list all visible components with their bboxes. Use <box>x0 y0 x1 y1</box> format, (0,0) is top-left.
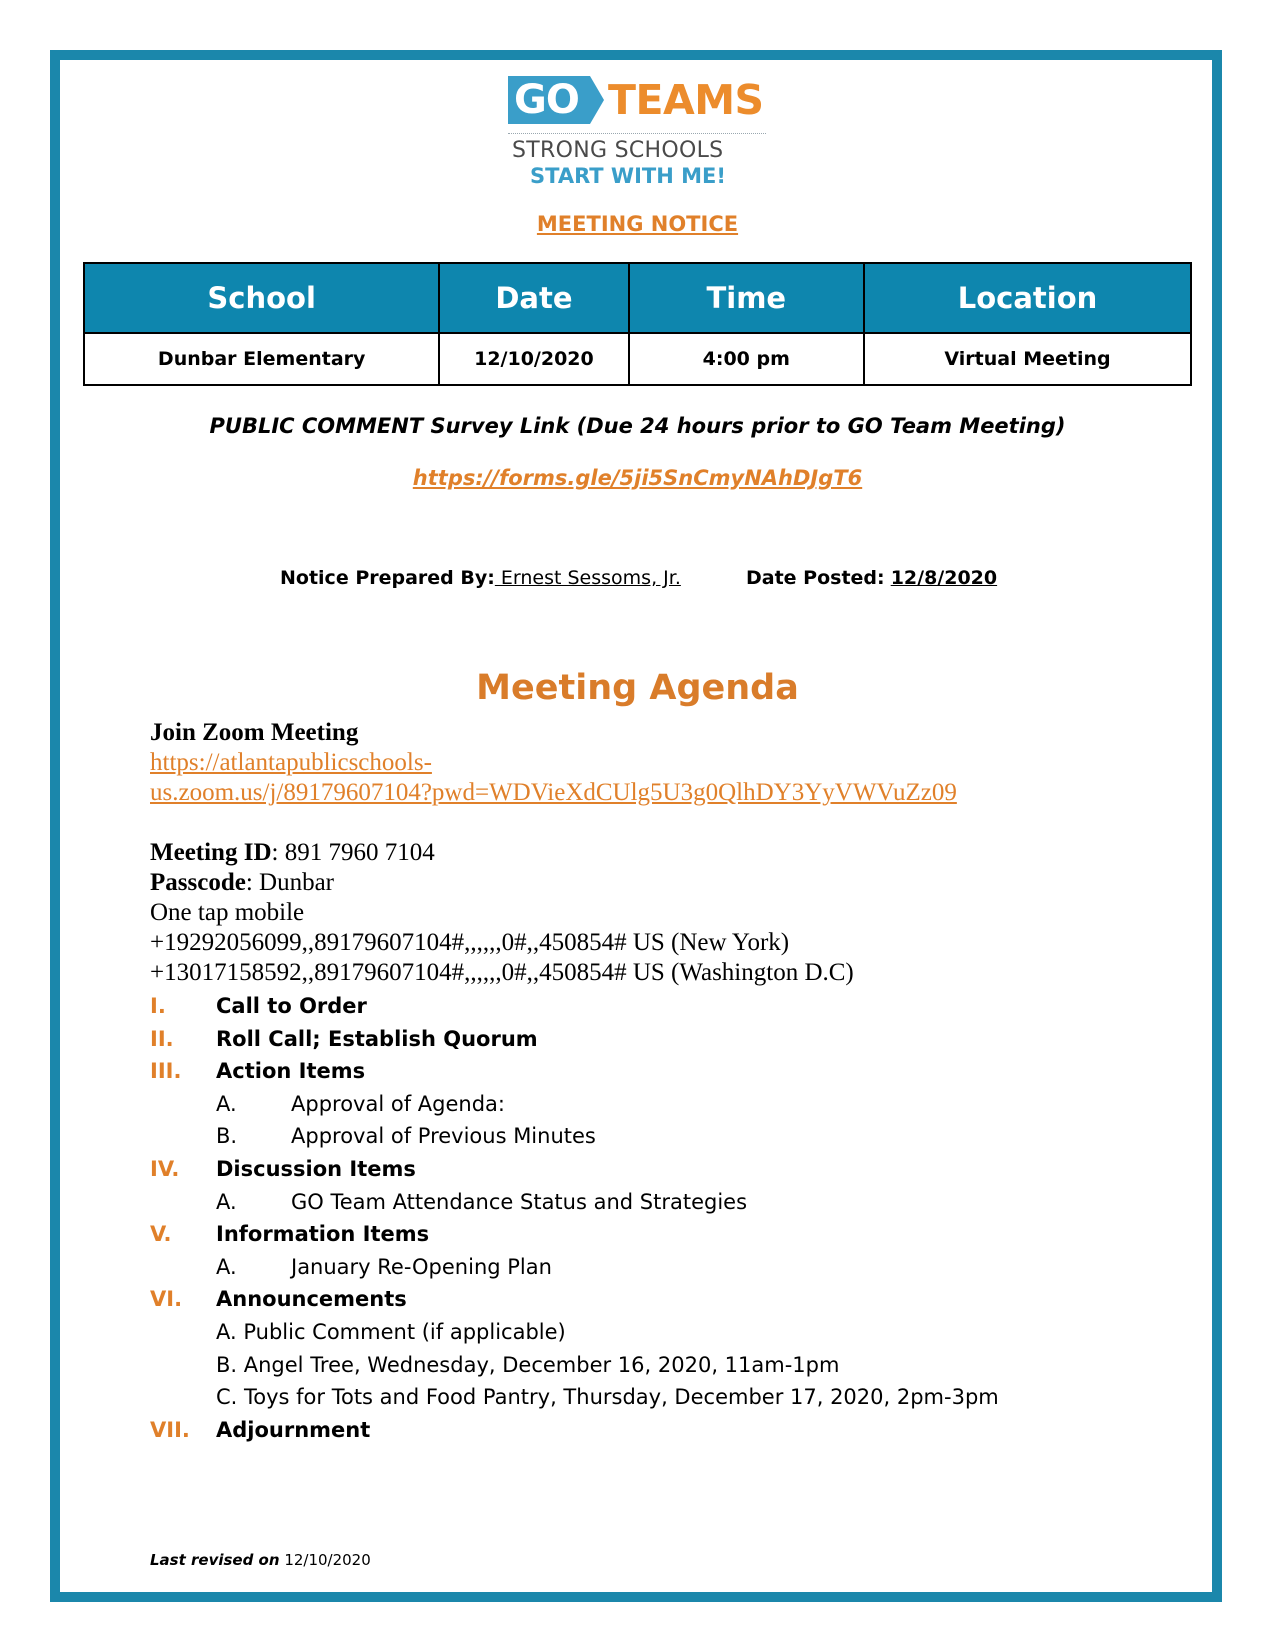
table-header-row <box>84 263 1191 333</box>
logo-go: GO <box>508 76 590 124</box>
header-date: Date <box>439 263 628 333</box>
agenda-item-label: Call to Order <box>216 994 367 1018</box>
agenda-item-label: Adjournment <box>216 1417 371 1442</box>
agenda-subitem-letter: A. <box>216 1189 237 1214</box>
agenda-item-label: Information Items <box>216 1222 430 1247</box>
prepared-by-label: Notice Prepared By: <box>280 567 495 589</box>
one-tap-number-1: +19292056099,,89179607104#,,,,,,0#,,450854# US (New York) <box>150 929 790 956</box>
passcode-label: Passcode <box>150 869 246 896</box>
agenda-subitem: B. Angel Tree, Wednesday, December 16, 2020, 11am-1pm <box>216 1352 840 1377</box>
passcode-line <box>150 868 957 898</box>
agenda-item-number: III. <box>150 1059 182 1084</box>
meeting-info-table <box>83 262 1192 386</box>
logo-tagline-1: STRONG SCHOOLS <box>512 138 724 163</box>
zoom-link-part-2[interactable]: us.zoom.us/j/89179607104?pwd=WDVieXdCUlg5U3g0QlhDY3YyVWVuZz09 <box>150 779 957 806</box>
cell-date: 12/10/2020 <box>439 333 628 385</box>
one-tap-number-2: +13017158592,,89179607104#,,,,,,0#,,450854# US (Washington D.C) <box>150 959 854 986</box>
header-location: Location <box>864 263 1191 333</box>
last-revised-date: 12/10/2020 <box>279 1551 371 1569</box>
agenda-subitem-letter: B. <box>216 1124 238 1149</box>
agenda-title: Meeting Agenda <box>476 668 799 708</box>
agenda-subitem-text: Approval of Previous Minutes <box>291 1124 596 1149</box>
agenda-item-number: VII. <box>150 1417 190 1442</box>
agenda-item-number: I. <box>150 994 166 1018</box>
meeting-id-line <box>150 838 957 868</box>
one-tap-label: One tap mobile <box>150 899 305 926</box>
cell-location: Virtual Meeting <box>864 333 1191 385</box>
notice-prepared-by <box>280 567 681 589</box>
header-school: School <box>84 263 439 333</box>
agenda-subitem-letter: A. <box>216 1091 237 1116</box>
meeting-id-value: : 891 7960 7104 <box>271 839 435 866</box>
agenda-item-number: VI. <box>150 1287 183 1312</box>
agenda-item-label: Roll Call; Establish Quorum <box>216 1026 538 1051</box>
spacer <box>150 808 957 838</box>
zoom-link-part-1[interactable]: https://atlantapublicschools- <box>150 749 432 776</box>
agenda-item-label: Action Items <box>216 1059 366 1084</box>
goteams-logo <box>508 74 768 189</box>
agenda-subitem-text: January Re-Opening Plan <box>291 1254 552 1279</box>
prepared-by-name: Ernest Sessoms, Jr. <box>494 567 681 589</box>
agenda-item-label: Discussion Items <box>216 1156 416 1181</box>
agenda-item-number: V. <box>150 1222 172 1247</box>
header-time: Time <box>629 263 864 333</box>
survey-label: PUBLIC COMMENT Survey Link (Due 24 hours prior to GO Team Meeting) <box>209 414 1066 438</box>
passcode-value: : Dunbar <box>245 869 334 896</box>
agenda-subitem: A. Public Comment (if applicable) <box>216 1319 566 1344</box>
zoom-heading: Join Zoom Meeting <box>150 719 359 746</box>
agenda-subitem-text: Approval of Agenda: <box>291 1091 505 1116</box>
cell-school: Dunbar Elementary <box>84 333 439 385</box>
logo-teams: TEAMS <box>608 76 764 124</box>
last-revised-label: Last revised on <box>150 1551 280 1569</box>
date-posted-label: Date Posted: <box>746 567 885 589</box>
zoom-details <box>150 718 957 988</box>
last-revised <box>150 1551 371 1569</box>
survey-link[interactable]: https://forms.gle/5ji5SnCmyNAhDJgT6 <box>412 466 863 490</box>
logo-arrow-icon <box>590 76 604 124</box>
agenda-item-number: IV. <box>150 1156 180 1181</box>
agenda-subitem-letter: A. <box>216 1254 237 1279</box>
agenda-subitem: C. Toys for Tots and Food Pantry, Thursday, December 17, 2020, 2pm-3pm <box>216 1385 999 1410</box>
date-posted <box>746 567 997 589</box>
table-row <box>84 333 1191 385</box>
cell-time: 4:00 pm <box>629 333 864 385</box>
meeting-notice-title: MEETING NOTICE <box>536 212 739 236</box>
logo-divider <box>508 133 766 134</box>
date-posted-value: 12/8/2020 <box>890 567 998 589</box>
agenda-item-number: II. <box>150 1026 174 1051</box>
agenda-subitem-text: GO Team Attendance Status and Strategies <box>291 1189 748 1214</box>
logo-tagline-2: START WITH ME! <box>530 164 726 188</box>
agenda-item-label: Announcements <box>216 1287 407 1312</box>
meeting-id-label: Meeting ID <box>150 839 272 866</box>
